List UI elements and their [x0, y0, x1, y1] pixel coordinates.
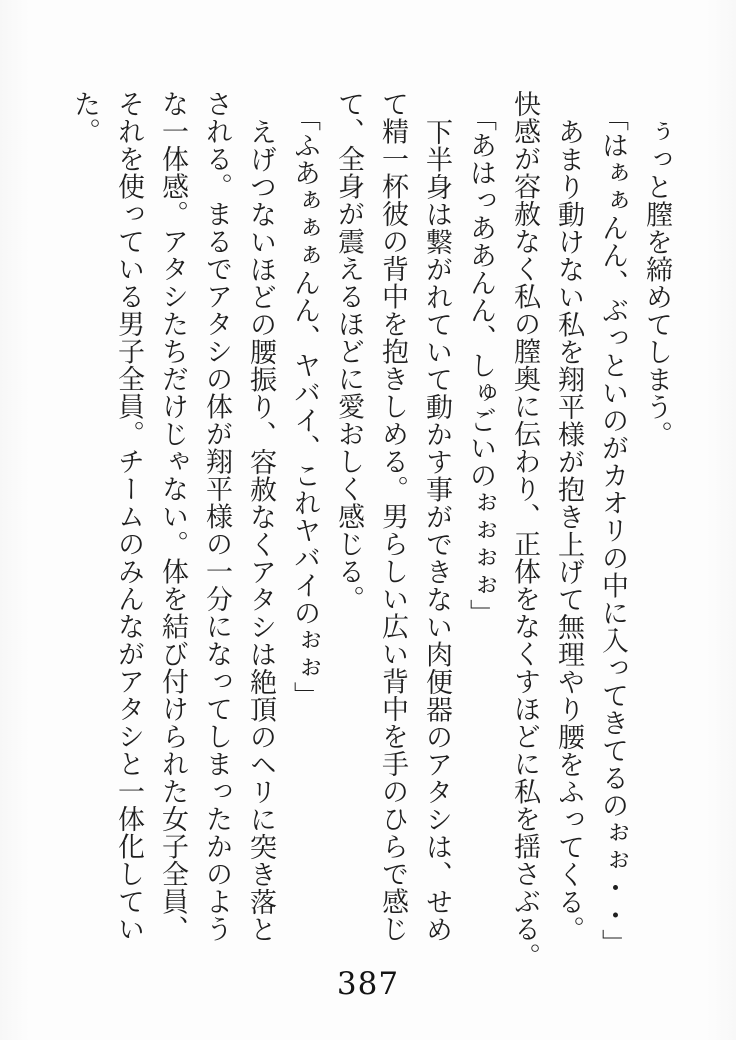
- text-line: えげつないほどの腰振り、容赦なくアタシは絶頂のヘリに突き落と: [245, 118, 276, 943]
- text-line: それを使っている男子全員。チームのみんながアタシと一体化してい: [113, 90, 144, 943]
- text-line: て精一杯彼の背中を抱きしめる。男らしい広い背中を手のひらで感じ: [377, 90, 408, 943]
- text-line: される。まるでアタシの体が翔平様の一分になってしまったかのよう: [201, 90, 232, 943]
- text-line: て、全身が震えるほどに愛おしく感じる。: [333, 90, 364, 613]
- page-number: 387: [336, 966, 400, 1002]
- text-line: 快感が容赦なく私の膣奥に伝わり、正体をなくすほどに私を揺さぶる。: [509, 90, 540, 970]
- text-line: 下半身は繋がれていて動かす事ができない肉便器のアタシは、せめ: [421, 118, 452, 943]
- text-line: ぅっと膣を締めてしまう。: [641, 118, 672, 448]
- text-line: あまり動けない私を翔平様が抱き上げて無理やり腰をふってくる。: [553, 118, 584, 943]
- text-line: 「あはっああんん、しゅごいのぉぉぉぉ」: [465, 104, 496, 627]
- vertical-text-block: [62, 90, 678, 970]
- text-line: な一体感。アタシたちだけじゃない。体を結び付けられた女子全員、: [157, 90, 188, 943]
- text-line: 「はぁぁんん、ぶっといのがカオリの中に入ってきてるのぉぉ・・」: [597, 104, 628, 957]
- text-line: た。: [69, 90, 100, 145]
- text-line: 「ふあぁぁぁんん、ヤバイ、これヤバイのぉぉ」: [289, 104, 320, 709]
